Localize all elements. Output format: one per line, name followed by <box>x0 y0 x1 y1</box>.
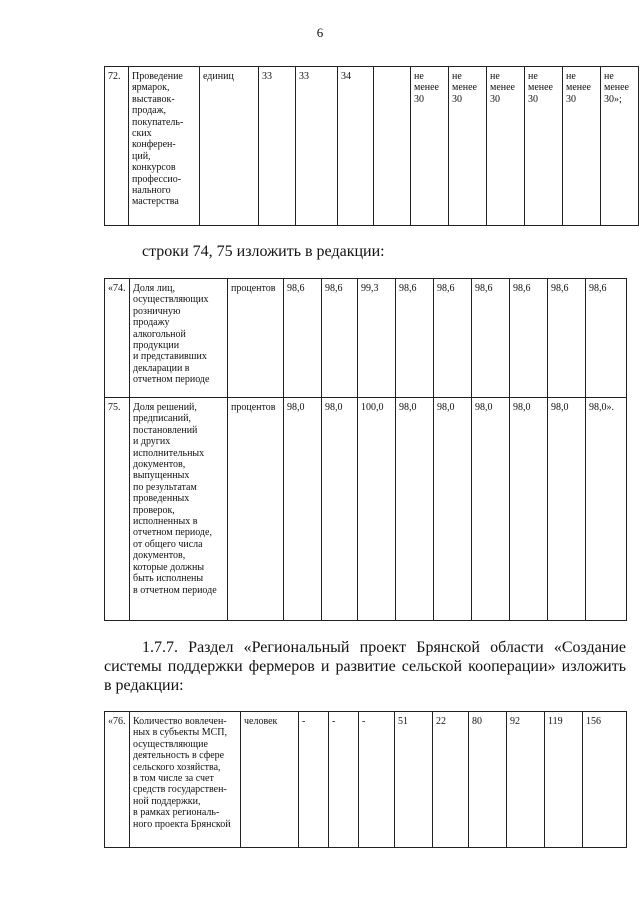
unit-cell: единиц <box>200 67 259 226</box>
row-number: «76. <box>105 712 130 848</box>
value-cell: 98,6 <box>322 279 358 398</box>
indicator-name-text: Количество вовлечен- ных в субъекты МСП, осуществляющие деятельность в сфере сельского хозяйства, в том числе за счет средств государствен- ной поддержки, в рамках региональ- ного проекта Брянской <box>133 716 231 830</box>
value-cell <box>525 67 563 226</box>
value-text: не менее 30 <box>566 71 591 105</box>
value-cell: 98,6 <box>548 279 586 398</box>
row-number: 72. <box>105 67 129 226</box>
table-row <box>105 712 627 848</box>
value-cell: - <box>359 712 395 848</box>
value-cell: - <box>329 712 359 848</box>
value-cell: 34 <box>338 67 374 226</box>
value-cell: 98,6 <box>510 279 548 398</box>
value-cell <box>411 67 449 226</box>
indicator-name-text: Доля решений, предписаний, постановлений и других исполнительных документов, выпущенных по результатам проведенных проверок, исполненных в отчетном периоде, от общего числа документов, которые должны быть исполнены в отчетном периоде <box>133 402 217 596</box>
value-cell <box>374 67 411 226</box>
value-text: не менее 30 <box>452 71 477 105</box>
value-cell: 98,6 <box>472 279 510 398</box>
paragraph-rows-74-75: строки 74, 75 изложить в редакции: <box>142 243 385 260</box>
value-cell <box>563 67 601 226</box>
value-text: не менее 30»; <box>604 71 629 105</box>
indicator-name <box>130 279 228 398</box>
table-indicator-72 <box>104 66 639 226</box>
value-cell: 98,0 <box>472 398 510 621</box>
table-indicators-74-75 <box>104 278 627 621</box>
value-text: не менее 30 <box>528 71 553 105</box>
indicator-name-text: Проведение ярмарок, выставок- продаж, покупатель- ских конферен- ций, конкурсов профессио- нального мастерства <box>132 71 184 208</box>
table-row <box>105 279 627 398</box>
indicator-name <box>130 712 241 848</box>
value-cell: 98,0 <box>284 398 322 621</box>
value-cell: 98,0 <box>434 398 472 621</box>
value-cell: 51 <box>395 712 433 848</box>
row-number: «74. <box>105 279 130 398</box>
value-cell: 33 <box>259 67 296 226</box>
value-cell: 98,0 <box>322 398 358 621</box>
unit-cell: процентов <box>228 398 284 621</box>
value-cell: - <box>299 712 329 848</box>
section-heading-line-1: 1.7.7. Раздел «Региональный проект Брянской области «Создание <box>142 639 626 656</box>
value-cell: 98,6 <box>586 279 627 398</box>
table-indicator-76 <box>104 711 627 848</box>
indicator-name <box>130 398 228 621</box>
value-cell <box>449 67 487 226</box>
value-cell <box>601 67 639 226</box>
value-cell: 119 <box>545 712 583 848</box>
section-heading-line-2: системы поддержки фермеров и развитие сельской кооперации» изложить <box>104 658 626 675</box>
value-cell <box>487 67 525 226</box>
table-row <box>105 398 627 621</box>
value-cell: 98,0 <box>548 398 586 621</box>
value-cell: 98,6 <box>284 279 322 398</box>
row-number: 75. <box>105 398 130 621</box>
value-cell: 98,6 <box>434 279 472 398</box>
indicator-name-text: Доля лиц, осуществляющих розничную продажу алкогольной продукции и представивших декларации в отчетном периоде <box>133 283 210 386</box>
value-cell: 92 <box>507 712 545 848</box>
value-cell: 98,0 <box>510 398 548 621</box>
table-row <box>105 67 639 226</box>
value-cell: 98,6 <box>396 279 434 398</box>
indicator-name <box>129 67 200 226</box>
value-text: не менее 30 <box>490 71 515 105</box>
value-cell: 33 <box>296 67 338 226</box>
value-cell: 100,0 <box>358 398 396 621</box>
value-cell: 80 <box>469 712 507 848</box>
value-cell: 98,0». <box>586 398 627 621</box>
value-cell: 99,3 <box>358 279 396 398</box>
value-text: не менее 30 <box>414 71 439 105</box>
unit-cell: человек <box>241 712 299 848</box>
value-cell: 156 <box>583 712 627 848</box>
page-number: 6 <box>316 25 324 40</box>
unit-cell: процентов <box>228 279 284 398</box>
value-cell: 98,0 <box>396 398 434 621</box>
value-cell: 22 <box>433 712 469 848</box>
section-heading-line-3: в редакции: <box>104 677 184 694</box>
